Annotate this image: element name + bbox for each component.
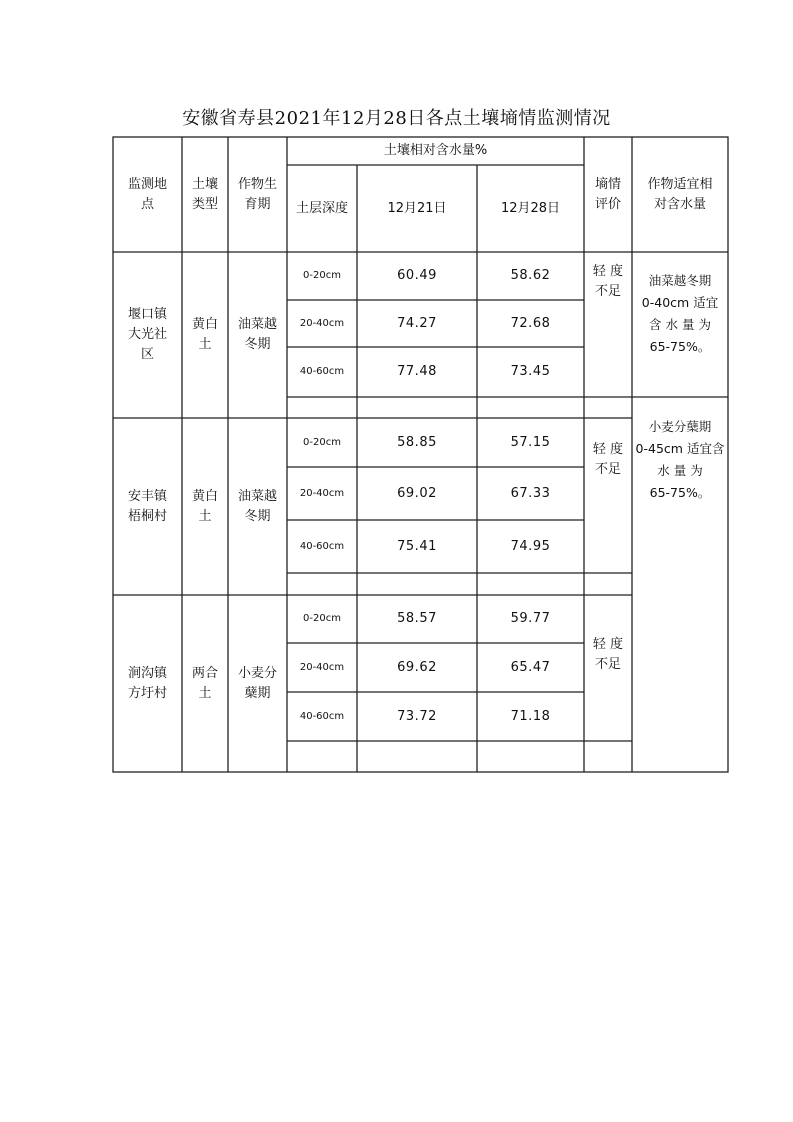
moisture-value: 57.15: [510, 434, 551, 450]
soil-type: 黄白 土: [191, 488, 218, 524]
header-soil-type: 土壤 类型: [191, 176, 218, 212]
document-title: 安徽省寿县2021年12月28日各点土壤墒情监测情况: [182, 108, 611, 129]
depth-cell: 40-60cm: [299, 540, 345, 552]
soil-type: 两合 土: [191, 665, 218, 701]
header-soil-depth: 土层深度: [295, 200, 348, 216]
depth-cell: 0-20cm: [303, 270, 341, 281]
header-relative-moisture: 土壤相对含水量%: [383, 143, 488, 158]
moisture-evaluation: 轻 度 不足: [592, 637, 624, 672]
moisture-value: 58.85: [397, 434, 437, 450]
moisture-value: 69.02: [397, 485, 437, 501]
moisture-value: 71.18: [510, 708, 551, 724]
depth-cell: 20-40cm: [299, 661, 345, 673]
moisture-value: 73.45: [510, 364, 551, 379]
moisture-value: 74.27: [397, 315, 437, 331]
header-date-1: 12月21日: [387, 200, 447, 216]
moisture-value: 58.57: [397, 611, 437, 626]
depth-cell: 20-40cm: [299, 487, 345, 499]
moisture-value: 67.33: [510, 485, 551, 501]
growth-stage: 小麦分 蘖期: [237, 665, 277, 701]
moisture-value: 65.47: [510, 659, 551, 675]
header-site: 监测地 点: [127, 176, 167, 212]
moisture-value: 75.41: [397, 538, 437, 554]
header-growth-stage: 作物生 育期: [237, 176, 277, 212]
moisture-evaluation: 轻 度 不足: [592, 264, 624, 299]
header-suitable-moisture: 作物适宜相 对含水量: [647, 176, 713, 212]
moisture-value: 77.48: [397, 364, 437, 379]
suitable-note-rapeseed: 油菜越冬期 0-40cm 适宜 含 水 量 为 65-75%。: [641, 273, 719, 354]
moisture-value: 58.62: [510, 268, 551, 283]
soil-type: 黄白 土: [191, 317, 218, 352]
growth-stage: 油菜越 冬期: [237, 317, 277, 352]
suitable-note-wheat: 小麦分蘖期 0-45cm 适宜含 水 量 为 65-75%。: [635, 419, 725, 500]
moisture-value: 59.77: [510, 611, 551, 626]
site-name: 涧沟镇 方圩村: [127, 665, 167, 701]
moisture-value: 60.49: [397, 268, 437, 283]
moisture-value: 72.68: [510, 315, 551, 331]
header-date-2: 12月28日: [500, 200, 561, 216]
site-name: 安丰镇 梧桐村: [127, 488, 167, 524]
depth-cell: 20-40cm: [299, 317, 345, 329]
moisture-evaluation: 轻 度 不足: [592, 442, 624, 477]
growth-stage: 油菜越 冬期: [237, 488, 277, 524]
moisture-value: 74.95: [510, 538, 551, 554]
moisture-value: 69.62: [397, 659, 437, 675]
moisture-value: 73.72: [397, 708, 437, 724]
site-name: 堰口镇 大光社 区: [127, 307, 167, 362]
depth-cell: 40-60cm: [299, 710, 345, 722]
header-moisture-evaluation: 墒情 评价: [594, 176, 621, 212]
depth-cell: 0-20cm: [303, 436, 341, 448]
depth-cell: 0-20cm: [303, 613, 341, 624]
depth-cell: 40-60cm: [299, 366, 345, 377]
